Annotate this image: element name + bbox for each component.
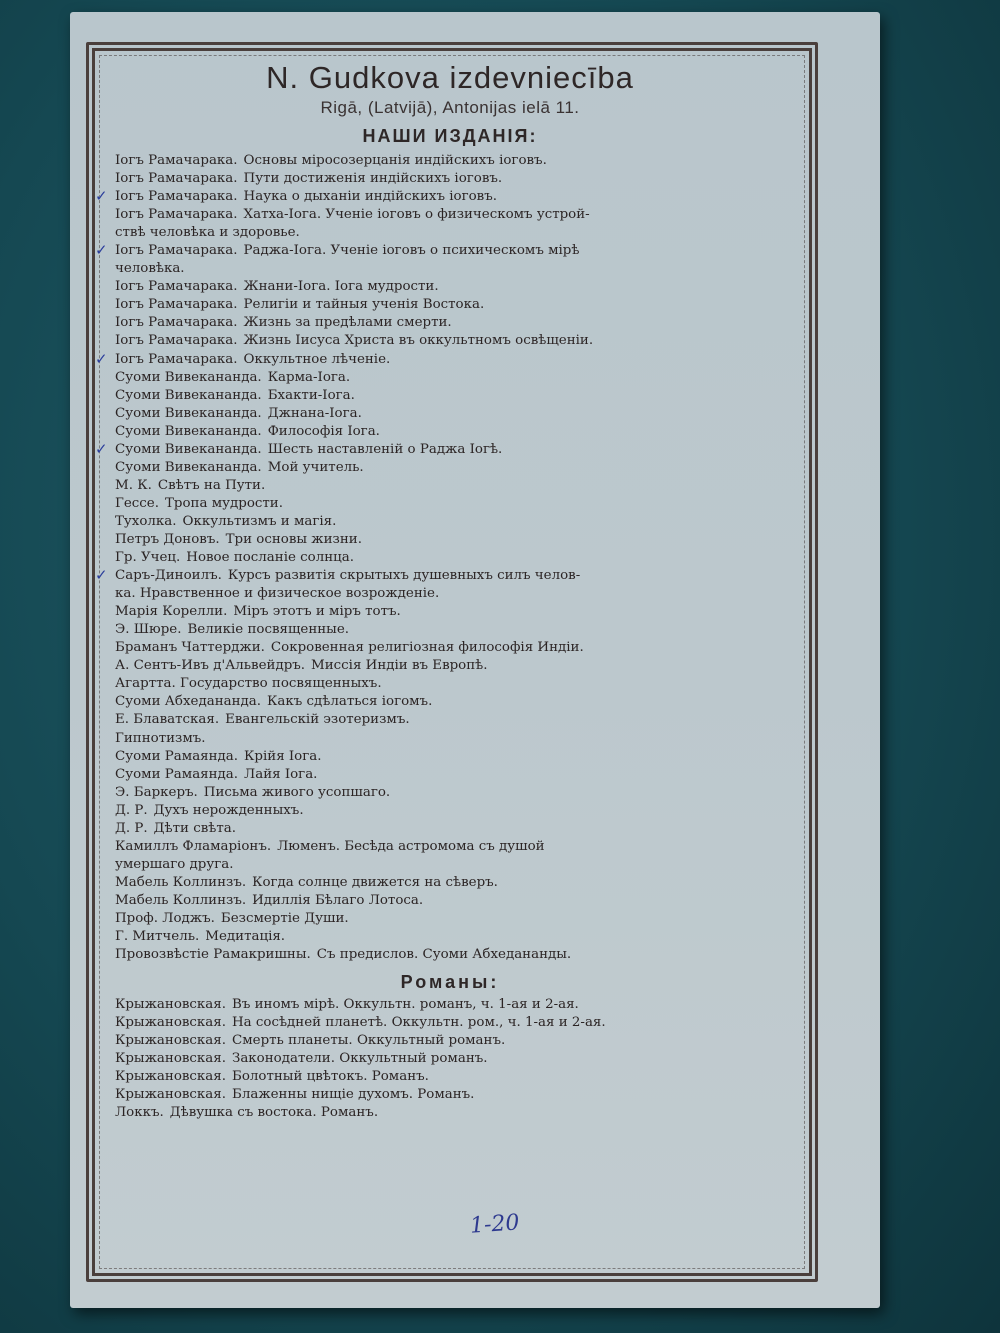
entry-title: Философія Іога. xyxy=(267,423,380,439)
entry-title: Блаженны нищіе духомъ. Романъ. xyxy=(231,1087,475,1103)
entry-author: Іогъ Рамачарака. xyxy=(115,153,238,168)
book-entry xyxy=(115,946,785,964)
entry-title: Оккультное лѣченіе. xyxy=(243,351,391,367)
novel-entry xyxy=(115,1014,785,1032)
entry-title: Хатха-Іога. Ученіе іоговъ о физическомъ устрой- xyxy=(243,207,590,223)
entry-author: Д. Р. xyxy=(115,820,148,836)
entry-title: Шесть наставленій о Раджа Іогѣ. xyxy=(267,441,503,457)
entry-author: Мабель Коллинзъ. xyxy=(115,892,247,908)
entry-author: Суоми Вивекананда. xyxy=(115,441,262,457)
entry-author: Проф. Лоджъ. xyxy=(115,910,215,926)
entry-author: Іогъ Рамачарака. xyxy=(115,351,238,367)
entry-author: Іогъ Рамачарака. xyxy=(115,297,238,313)
entry-title: Въ иномъ мірѣ. Оккультн. романъ, ч. 1-ая и 2-ая. xyxy=(231,997,579,1013)
entry-author: Суоми Вивекананда. xyxy=(115,387,262,403)
entry-author: Суоми Вивекананда. xyxy=(115,405,262,421)
entry-title: Письма живого усопшаго. xyxy=(203,784,391,800)
book-entry xyxy=(115,531,785,549)
book-entry xyxy=(115,621,785,639)
book-entry xyxy=(115,766,785,784)
entry-title: Раджа-Іога. Ученіе іоговъ о психическомъ мірѣ xyxy=(243,243,580,259)
entry-title: Жизнь Іисуса Христа въ оккультномъ освѣщеніи. xyxy=(243,333,594,349)
novel-entry xyxy=(115,1068,785,1086)
book-entry xyxy=(115,693,785,711)
book-entry xyxy=(95,349,785,369)
novel-list xyxy=(115,996,785,1122)
entry-title: Законодатели. Оккультный романъ. xyxy=(231,1051,488,1067)
entry-title: Когда солнце движется на сѣверъ. xyxy=(252,874,498,890)
publisher-name: N. Gudkova izdevniecība xyxy=(266,60,634,95)
entry-author: Суоми Вивекананда. xyxy=(115,369,262,385)
entry-title: Крійя Іога. xyxy=(244,748,322,764)
book-entry xyxy=(115,657,785,693)
book-entry xyxy=(115,477,785,495)
entry-title: Новое посланіе солнца. xyxy=(186,550,355,566)
entry-author: Марія Корелли. xyxy=(115,604,228,620)
entry-author: Крыжановская. xyxy=(115,997,226,1013)
entry-title: Три основы жизни. xyxy=(225,531,362,547)
book-entry xyxy=(115,639,785,657)
entry-title: Карма-Іога. xyxy=(267,369,351,385)
book-entry xyxy=(115,802,785,820)
check-mark-icon: ✓ xyxy=(95,241,108,260)
entry-title: Тропа мудрости. xyxy=(164,495,283,511)
entry-author: Крыжановская. xyxy=(115,1015,226,1031)
catalog-content xyxy=(95,60,785,1122)
book-entry xyxy=(115,459,785,477)
entry-author: Крыжановская. xyxy=(115,1051,226,1067)
entry-title: Болотный цвѣтокъ. Романъ. xyxy=(231,1069,429,1085)
entry-author: Іогъ Рамачарака. xyxy=(115,315,238,331)
entry-title: Евангельскій эзотеризмъ. xyxy=(225,712,410,728)
entry-author: Крыжановская. xyxy=(115,1087,226,1103)
book-entry xyxy=(115,513,785,531)
book-entry xyxy=(115,838,785,874)
book-entry xyxy=(95,187,785,206)
entry-title-continuation: человѣка. xyxy=(115,261,185,277)
entry-title: Наука о дыханіи индійскихъ іоговъ. xyxy=(243,189,498,205)
book-entry xyxy=(115,278,785,296)
entry-title: Оккультизмъ и магія. xyxy=(182,513,337,529)
book-entry xyxy=(95,566,785,603)
entry-author: Д. Р. xyxy=(115,802,148,818)
entry-author: Суоми Рамаянда. xyxy=(115,748,239,764)
entry-author: Суоми Абхедананда. xyxy=(115,694,262,710)
entry-author: Крыжановская. xyxy=(115,1033,226,1049)
entry-author: Мабель Коллинзъ. xyxy=(115,874,247,890)
entry-author: А. Сентъ-Ивъ д'Альвейдръ. xyxy=(115,658,306,674)
entry-author: Гр. Учец. xyxy=(115,550,181,566)
book-entry xyxy=(115,820,785,838)
book-entry xyxy=(115,495,785,513)
entry-title: Люменъ. Бесѣда астромома съ душой xyxy=(277,838,545,854)
entry-author: Е. Блаватская. xyxy=(115,712,220,728)
book-entry xyxy=(115,748,785,766)
entry-author: Суоми Рамаянда. xyxy=(115,766,239,782)
handwritten-note: 1-20 xyxy=(469,1210,521,1239)
entry-author: Іогъ Рамачарака. xyxy=(115,243,238,259)
entry-author: Суоми Вивекананда. xyxy=(115,459,262,475)
book-entry xyxy=(115,314,785,332)
book-entry xyxy=(115,369,785,387)
entry-author: Тухолка. xyxy=(115,513,177,529)
book-entry xyxy=(115,296,785,314)
entry-title: Безсмертіе Души. xyxy=(220,910,349,926)
entry-title: Съ предислов. Суоми Абхедананды. xyxy=(316,947,572,963)
novel-entry xyxy=(115,1050,785,1068)
entry-author: Браманъ Чаттерджи. xyxy=(115,640,265,656)
book-list xyxy=(95,152,785,964)
book-entry xyxy=(115,910,785,928)
entry-title: Свѣтъ на Пути. xyxy=(157,477,266,493)
novel-entry xyxy=(115,1086,785,1104)
entry-title: Медитація. xyxy=(205,929,286,945)
entry-author: Гессе. xyxy=(115,495,159,511)
book-entry xyxy=(115,387,785,405)
entry-title: Курсъ развитія скрытыхъ душевныхъ силъ челов- xyxy=(227,568,581,584)
entry-author: Э. Баркеръ. xyxy=(115,784,198,800)
entry-title: Дѣвушка съ востока. Романъ. xyxy=(169,1105,379,1121)
novel-entry xyxy=(115,1032,785,1050)
entry-title: Смерть планеты. Оккультный романъ. xyxy=(231,1033,506,1049)
section-title: НАШИ ИЗДАНІЯ: xyxy=(362,126,538,146)
entry-author: Іогъ Рамачарака. xyxy=(115,333,238,349)
novel-entry xyxy=(115,1104,785,1122)
check-mark-icon: ✓ xyxy=(95,566,108,585)
entry-author: Камиллъ Фламаріонъ. xyxy=(115,838,272,854)
entry-title: Какъ сдѣлаться іогомъ. xyxy=(267,694,433,710)
novel-entry xyxy=(115,996,785,1014)
book-entry xyxy=(95,241,785,278)
book-entry xyxy=(115,423,785,441)
entry-author: Гипнотизмъ. xyxy=(115,730,206,746)
entry-title: Жнани-Іога. Іога мудрости. xyxy=(243,279,439,295)
entry-author: М. К. xyxy=(115,477,152,493)
entry-title: Идиллія Бѣлаго Лотоса. xyxy=(252,892,424,908)
entry-title: Пути достиженія индійскихъ іоговъ. xyxy=(243,171,503,187)
book-entry xyxy=(115,711,785,729)
book-entry xyxy=(115,170,785,188)
publisher-address: Rigā, (Latvijā), Antonijas ielā 11. xyxy=(320,98,580,117)
entry-title: Дѣти свѣта. xyxy=(153,820,236,836)
entry-author: Петръ Доновъ. xyxy=(115,531,220,547)
entry-author: Іогъ Рамачарака. xyxy=(115,279,238,295)
catalog-page xyxy=(70,12,880,1308)
entry-title: Основы міросозерцанія индійскихъ іоговъ. xyxy=(243,153,547,168)
book-entry xyxy=(115,405,785,423)
entry-title: Мой учитель. xyxy=(267,459,364,475)
entry-author: Іогъ Рамачарака. xyxy=(115,171,238,187)
entry-title: Лайя Іога. xyxy=(244,766,318,782)
entry-title: Жизнь за предѣлами смерти. xyxy=(243,315,452,331)
entry-title: На сосѣдней планетѣ. Оккультн. ром., ч. 1-ая и 2-ая. xyxy=(231,1015,606,1031)
book-entry xyxy=(115,332,785,350)
book-entry xyxy=(95,439,785,459)
book-entry xyxy=(115,206,785,242)
entry-title: Миссія Индіи въ Европѣ. xyxy=(311,658,488,674)
entry-title: Религіи и тайныя ученія Востока. xyxy=(243,297,485,313)
entry-title-continuation: умершаго друга. xyxy=(115,856,234,872)
book-entry xyxy=(115,784,785,802)
book-entry xyxy=(115,892,785,910)
entry-title: Джнана-Іога. xyxy=(267,405,362,421)
entry-title-continuation: ствѣ человѣка и здоровье. xyxy=(115,225,300,241)
entry-author: Іогъ Рамачарака. xyxy=(115,189,238,205)
entry-author: Іогъ Рамачарака. xyxy=(115,207,238,223)
entry-author: Э. Шюре. xyxy=(115,622,182,638)
entry-title: Міръ этотъ и міръ тотъ. xyxy=(233,604,401,620)
entry-author: Саръ-Диноилъ. xyxy=(115,568,222,584)
book-entry xyxy=(115,874,785,892)
novels-title: Романы: xyxy=(400,972,500,993)
book-entry xyxy=(115,549,785,567)
entry-title: Великіе посвященные. xyxy=(187,622,350,638)
entry-author: Г. Митчель. xyxy=(115,929,200,945)
entry-title: Бхакти-Іога. xyxy=(267,387,355,403)
entry-author: Локкъ. xyxy=(115,1105,164,1121)
entry-author: Провозвѣстіе Рамакришны. xyxy=(115,947,311,963)
entry-author: Крыжановская. xyxy=(115,1069,226,1085)
entry-title: Духъ нерожденныхъ. xyxy=(153,802,304,818)
entry-title: Сокровенная религіозная философія Индіи. xyxy=(270,640,584,656)
book-entry xyxy=(115,730,785,748)
book-entry xyxy=(115,152,785,170)
entry-author: Суоми Вивекананда. xyxy=(115,423,262,439)
book-entry xyxy=(115,928,785,946)
check-mark-icon: ✓ xyxy=(95,439,108,458)
check-mark-icon: ✓ xyxy=(95,349,108,368)
check-mark-icon: ✓ xyxy=(95,187,108,206)
book-entry xyxy=(115,603,785,621)
entry-title-continuation: Агартта. Государство посвященныхъ. xyxy=(115,676,382,692)
entry-title-continuation: ка. Нравственное и физическое возрожденіе. xyxy=(115,586,440,602)
